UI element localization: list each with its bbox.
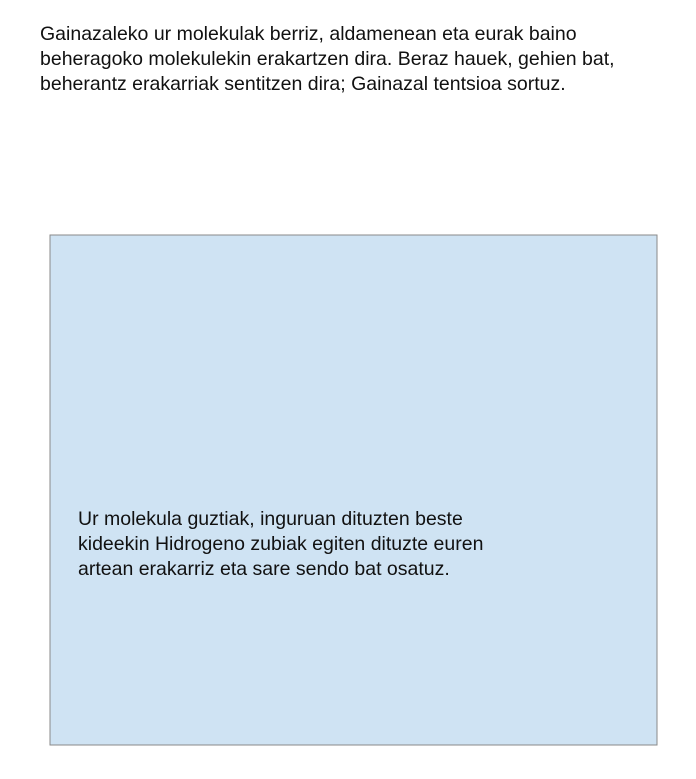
water-container [50,235,657,745]
surface-caption: Gainazaleko ur molekulak berriz, aldamenean eta eurak baino beheragoko molekulekin erakartzen dira. Beraz hauek, gehien bat, beherantz erakarriak sentitzen dira; Gainazal tentsioa sortuz. [40,23,615,95]
bulk-caption: Ur molekula guztiak, inguruan dituzten beste kideekin Hidrogeno zubiak egiten dituzte euren artean erakarriz eta sare sendo bat osatuz. [78,508,484,580]
